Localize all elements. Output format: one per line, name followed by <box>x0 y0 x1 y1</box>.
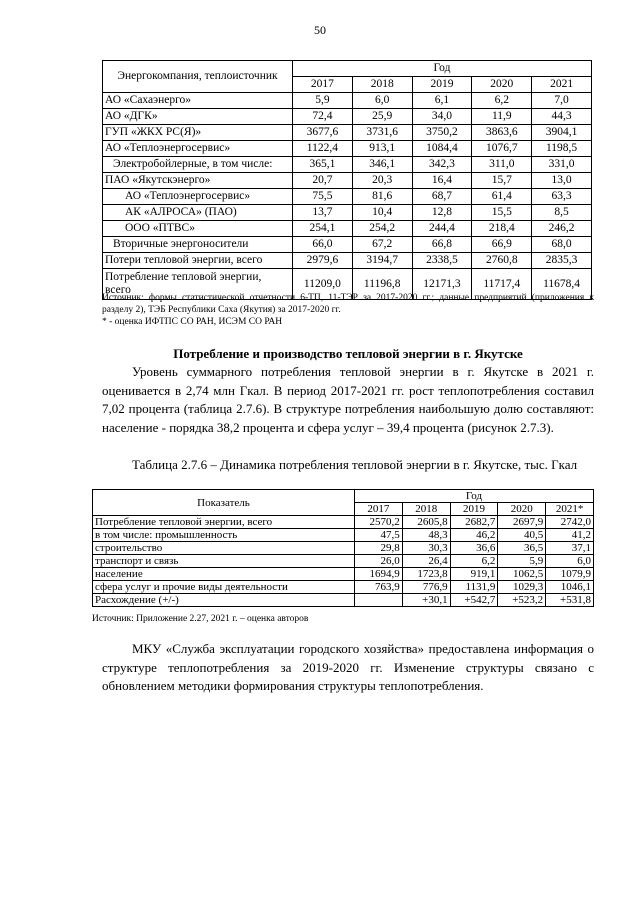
row-value: 6,2 <box>472 93 532 109</box>
row-value: 41,2 <box>546 529 594 542</box>
table1-year: 2021 <box>532 77 592 93</box>
row-value: 1062,5 <box>498 568 546 581</box>
row-value: 3863,6 <box>472 125 532 141</box>
row-value: 3750,2 <box>412 125 472 141</box>
row-value: 36,5 <box>498 542 546 555</box>
row-value: 254,1 <box>293 221 353 237</box>
table2-year: 2017 <box>355 503 403 516</box>
heat-source-table <box>102 60 592 300</box>
row-value: 1084,4 <box>412 141 472 157</box>
row-value: 11717,4 <box>472 269 532 300</box>
section-heading: Потребление и производство тепловой энергии в г. Якутске <box>173 346 523 361</box>
table1-header-label: Энергокомпания, теплоисточник <box>103 61 293 93</box>
row-value: 12171,3 <box>412 269 472 300</box>
row-value: 913,1 <box>352 141 412 157</box>
row-value: 67,2 <box>352 237 412 253</box>
row-value: 5,9 <box>293 93 353 109</box>
row-label: Потери тепловой энергии, всего <box>103 253 293 269</box>
table-row <box>93 542 594 555</box>
table-row <box>103 237 592 253</box>
row-value: 1029,3 <box>498 581 546 594</box>
row-label: население <box>93 568 355 581</box>
row-value: 1198,5 <box>532 141 592 157</box>
row-value: 81,6 <box>352 189 412 205</box>
row-value: 763,9 <box>355 581 403 594</box>
row-value: 11,9 <box>472 109 532 125</box>
row-label: сфера услуг и прочие виды деятельности <box>93 581 355 594</box>
row-value: 63,3 <box>532 189 592 205</box>
table2-year: 2020 <box>498 503 546 516</box>
row-value: 6,0 <box>352 93 412 109</box>
row-value: 254,2 <box>352 221 412 237</box>
row-value: 2742,0 <box>546 516 594 529</box>
row-label: Потребление тепловой энергии, всего <box>103 269 293 300</box>
row-value: 244,4 <box>412 221 472 237</box>
row-label: АК «АЛРОСА» (ПАО) <box>103 205 293 221</box>
row-value: 311,0 <box>472 157 532 173</box>
row-value: 2697,9 <box>498 516 546 529</box>
row-value: 13,7 <box>293 205 353 221</box>
table-row <box>103 221 592 237</box>
table1-year: 2019 <box>412 77 472 93</box>
row-value: 40,5 <box>498 529 546 542</box>
table2-source: Источник: Приложение 2.27, 2021 г. – оценка авторов <box>92 614 309 624</box>
row-value: 2605,8 <box>402 516 450 529</box>
row-value: 919,1 <box>450 568 498 581</box>
row-value: 47,5 <box>355 529 403 542</box>
row-label: строительство <box>93 542 355 555</box>
row-label: АО «Теплоэнергосервис» <box>103 141 293 157</box>
table2-header-label: Показатель <box>93 490 355 516</box>
table1-year: 2018 <box>352 77 412 93</box>
row-value: 12,8 <box>412 205 472 221</box>
row-value: 1079,9 <box>546 568 594 581</box>
row-value: 342,3 <box>412 157 472 173</box>
row-value: 36,6 <box>450 542 498 555</box>
table-row <box>103 157 592 173</box>
row-value: 44,3 <box>532 109 592 125</box>
table-row <box>93 568 594 581</box>
table2-year: 2021* <box>546 503 594 516</box>
table-row <box>103 109 592 125</box>
row-value: 1122,4 <box>293 141 353 157</box>
table2-year: 2018 <box>402 503 450 516</box>
row-label: Потребление тепловой энергии, всего <box>93 516 355 529</box>
row-label: ГУП «ЖКХ РС(Я)» <box>103 125 293 141</box>
page-number: 50 <box>314 23 326 37</box>
row-value: +542,7 <box>450 594 498 607</box>
table2-year: 2019 <box>450 503 498 516</box>
row-value: 3194,7 <box>352 253 412 269</box>
row-label: Вторичные энергоносители <box>103 237 293 253</box>
row-value: 1046,1 <box>546 581 594 594</box>
row-value: +523,2 <box>498 594 546 607</box>
paragraph-1: Уровень суммарного потребления тепловой энергии в г. Якутске в 2021 г. оценивается в 2,74 млн Гкал. В период 2017-2021 гг. рост теплопотребления составил 7,02 процента (таблица 2.7.6). В структуре потребления наибольшую долю составляют: население - порядка 38,2 процента и сфера услуг – 39,4 процента (рисунок 2.7.3). <box>102 364 594 435</box>
row-value: 6,2 <box>450 555 498 568</box>
row-value: 11209,0 <box>293 269 353 300</box>
row-value: 66,8 <box>412 237 472 253</box>
table1-note: * - оценка ИФТПС СО РАН, ИСЭМ СО РАН <box>102 317 283 327</box>
row-value: 11678,4 <box>532 269 592 300</box>
row-value: 6,1 <box>412 93 472 109</box>
row-value: 246,2 <box>532 221 592 237</box>
table-row <box>93 555 594 568</box>
row-value: 218,4 <box>472 221 532 237</box>
row-value: 46,2 <box>450 529 498 542</box>
row-value: 2682,7 <box>450 516 498 529</box>
row-label: Электробойлерные, в том числе: <box>103 157 293 173</box>
table-row <box>93 529 594 542</box>
row-label: транспорт и связь <box>93 555 355 568</box>
row-value: 72,4 <box>293 109 353 125</box>
row-value: 6,0 <box>546 555 594 568</box>
row-value: 29,8 <box>355 542 403 555</box>
row-value: 75,5 <box>293 189 353 205</box>
row-label: АО «ДГК» <box>103 109 293 125</box>
row-value: 68,0 <box>532 237 592 253</box>
table-row <box>103 125 592 141</box>
row-label: ООО «ПТВС» <box>103 221 293 237</box>
row-value: 15,7 <box>472 173 532 189</box>
row-value: 37,1 <box>546 542 594 555</box>
table2-header-year: Год <box>355 490 594 503</box>
row-value: 16,4 <box>412 173 472 189</box>
table1-year: 2020 <box>472 77 532 93</box>
table-row <box>103 253 592 269</box>
row-value: 1694,9 <box>355 568 403 581</box>
row-value: 61,4 <box>472 189 532 205</box>
row-value: 3904,1 <box>532 125 592 141</box>
row-value: 66,0 <box>293 237 353 253</box>
row-value: 1076,7 <box>472 141 532 157</box>
row-value: 15,5 <box>472 205 532 221</box>
row-value: 13,0 <box>532 173 592 189</box>
row-value: 3731,6 <box>352 125 412 141</box>
row-label: АО «Теплоэнергосервис» <box>103 189 293 205</box>
row-value: 2338,5 <box>412 253 472 269</box>
row-value: 66,9 <box>472 237 532 253</box>
table-row <box>93 516 594 529</box>
row-value: +30,1 <box>402 594 450 607</box>
row-value: 3677,6 <box>293 125 353 141</box>
heat-consumption-table <box>92 489 594 607</box>
table-row <box>93 594 594 607</box>
row-value: 68,7 <box>412 189 472 205</box>
row-value: 7,0 <box>532 93 592 109</box>
row-value: 1131,9 <box>450 581 498 594</box>
row-label: Расхождение (+/-) <box>93 594 355 607</box>
table-row <box>103 141 592 157</box>
row-value: 2979,6 <box>293 253 353 269</box>
row-value: 1723,8 <box>402 568 450 581</box>
row-value: 34,0 <box>412 109 472 125</box>
row-value: 25,9 <box>352 109 412 125</box>
row-value: 5,9 <box>498 555 546 568</box>
row-value: 26,0 <box>355 555 403 568</box>
row-value: 30,3 <box>402 542 450 555</box>
row-value: 346,1 <box>352 157 412 173</box>
table1-header-year: Год <box>293 61 592 77</box>
table-row <box>103 93 592 109</box>
row-value: 26,4 <box>402 555 450 568</box>
row-value: 776,9 <box>402 581 450 594</box>
table-row <box>103 173 592 189</box>
row-value: 11196,8 <box>352 269 412 300</box>
table-row <box>93 581 594 594</box>
row-value: 48,3 <box>402 529 450 542</box>
row-value: 10,4 <box>352 205 412 221</box>
row-value: +531,8 <box>546 594 594 607</box>
row-value: 2835,3 <box>532 253 592 269</box>
table1-source-text: Источник: формы статистической отчетности 6-ТП, 11-ТЭР за 2017-2020 гг.; данные предприятий (приложения к разделу 2), ТЭБ Республики Саха (Якутия) за 2017-2020 гг. <box>102 293 594 315</box>
table-row <box>103 189 592 205</box>
table-row <box>103 205 592 221</box>
row-label: в том числе: промышленность <box>93 529 355 542</box>
table1-source <box>102 292 594 328</box>
row-value: 2760,8 <box>472 253 532 269</box>
table2-caption: Таблица 2.7.6 – Динамика потребления тепловой энергии в г. Якутске, тыс. Гкал <box>132 457 578 472</box>
row-value: 20,7 <box>293 173 353 189</box>
row-label: ПАО «Якутскэнерго» <box>103 173 293 189</box>
row-value: 8,5 <box>532 205 592 221</box>
row-value: 331,0 <box>532 157 592 173</box>
row-value: 20,3 <box>352 173 412 189</box>
table1-year: 2017 <box>293 77 353 93</box>
paragraph-2: МКУ «Служба эксплуатации городского хозяйства» предоставлена информация о структуре теплопотребления за 2019-2020 гг. Изменение структуры связано с обновлением методики формирования структуры теплопотребления. <box>102 641 594 693</box>
row-value <box>355 594 403 607</box>
row-value: 365,1 <box>293 157 353 173</box>
row-label: АО «Сахаэнерго» <box>103 93 293 109</box>
row-value: 2570,2 <box>355 516 403 529</box>
